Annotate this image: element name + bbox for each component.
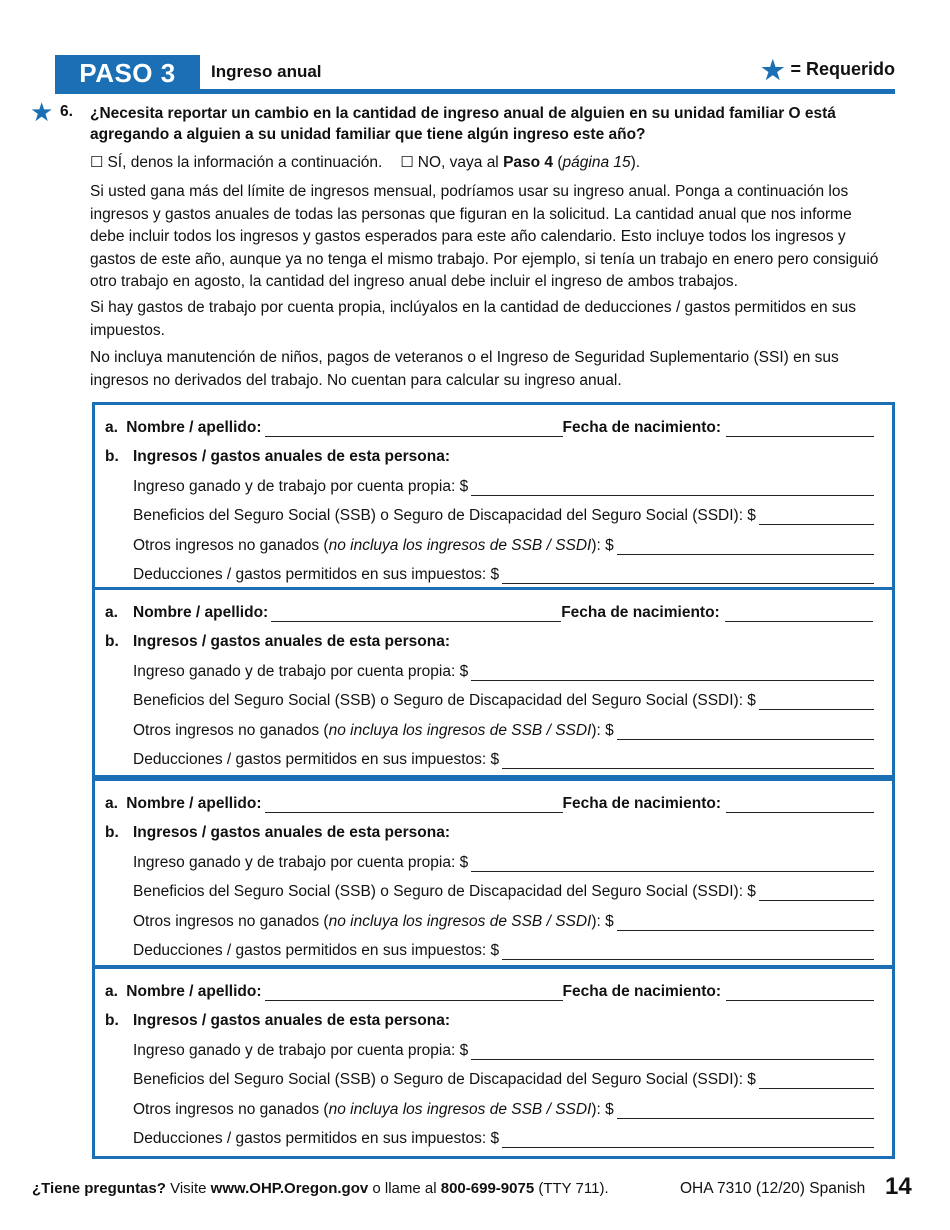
name-field[interactable] [265, 421, 563, 437]
other-income-label: Otros ingresos no ganados (no incluya los ingresos de SSB / SSDI): $ [133, 1101, 614, 1118]
header-rule [55, 89, 895, 94]
dob-field[interactable] [726, 985, 874, 1001]
other-income-label: Otros ingresos no ganados (no incluya los ingresos de SSB / SSDI): $ [133, 722, 614, 739]
deductions-field[interactable] [502, 944, 874, 960]
yes-checkbox[interactable]: ☐ [90, 154, 104, 171]
step-header [55, 55, 895, 95]
ssb-label: Beneficios del Seguro Social (SSB) o Seguro de Discapacidad del Seguro Social (SSDI): $ [133, 692, 756, 709]
instruction-paragraph: Si hay gastos de trabajo por cuenta propia, inclúyalos en la cantidad de deducciones / gastos permitidos en sus impuestos. [90, 299, 857, 339]
person-income-block: a. Nombre / apellido: Fecha de nacimiento: b. Ingresos / gastos anuales de esta persona: Ingreso ganado y de trabajo por cuenta propia: $ Beneficios del Seguro Social (SSB) o Seguro de Discapacidad del Seguro Social (SSDI): $ Otros ingresos no ganados (no incluya los ingresos de SSB / SSDI): $ Deducciones / gastos permitidos en sus impuestos: $ [92, 590, 895, 778]
footer-question: ¿Tiene preguntas? [32, 1180, 166, 1197]
section-title: Ingreso anual [211, 62, 322, 81]
step-badge: PASO 3 [55, 55, 200, 91]
ssb-field[interactable] [759, 509, 874, 525]
other-income-label: Otros ingresos no ganados (no incluya los ingresos de SSB / SSDI): $ [133, 913, 614, 930]
required-star-icon: ★ [761, 54, 785, 85]
person-income-block: a. Nombre / apellido: Fecha de nacimiento: b. Ingresos / gastos anuales de esta persona: Ingreso ganado y de trabajo por cuenta propia: $ Beneficios del Seguro Social (SSB) o Seguro de Discapacidad del Seguro Social (SSDI): $ Otros ingresos no ganados (no incluya los ingresos de SSB / SSDI): $ Deducciones / gastos permitidos en sus impuestos: $ [92, 778, 895, 968]
name-field[interactable] [265, 797, 563, 813]
income-heading: Ingresos / gastos anuales de esta persona: [133, 633, 451, 650]
deductions-label: Deducciones / gastos permitidos en sus impuestos: $ [133, 942, 500, 959]
other-income-label: Otros ingresos no ganados (no incluya los ingresos de SSB / SSDI): $ [133, 537, 614, 554]
instruction-paragraph: No incluya manutención de niños, pagos de veteranos o el Ingreso de Seguridad Suplementario (SSI) en sus ingresos no derivados del trabajo. No cuentan para calcular su ingreso anual. [90, 349, 839, 389]
other-income-field[interactable] [617, 1103, 874, 1119]
earned-income-label: Ingreso ganado y de trabajo por cuenta propia: $ [133, 663, 469, 680]
ssb-label: Beneficios del Seguro Social (SSB) o Seguro de Discapacidad del Seguro Social (SSDI): $ [133, 883, 756, 900]
website-link[interactable]: www.OHP.Oregon.gov [210, 1180, 369, 1197]
deductions-field[interactable] [502, 1132, 874, 1148]
yes-label: SÍ, denos la información a continuación. [107, 154, 383, 171]
income-heading: Ingresos / gastos anuales de esta persona: [133, 448, 451, 465]
answer-options [90, 153, 640, 172]
question-text: ¿Necesita reportar un cambio en la cantidad de ingreso anual de alguien en su unidad familiar O está agregando a alguien a su unidad familiar que tiene algún ingreso este año? [90, 105, 836, 143]
deductions-field[interactable] [502, 568, 874, 584]
income-heading: Ingresos / gastos anuales de esta persona: [133, 1012, 451, 1029]
income-heading: Ingresos / gastos anuales de esta persona: [133, 824, 451, 841]
no-option[interactable]: ☐ NO, vaya al Paso 4 (página 15). [400, 154, 641, 171]
dob-label: Fecha de nacimiento: [562, 983, 721, 1000]
required-star-icon: ★ [30, 97, 54, 127]
earned-income-label: Ingreso ganado y de trabajo por cuenta propia: $ [133, 854, 469, 871]
dob-field[interactable] [726, 421, 874, 437]
name-field[interactable] [265, 985, 563, 1001]
earned-income-field[interactable] [471, 856, 874, 872]
ssb-label: Beneficios del Seguro Social (SSB) o Seguro de Discapacidad del Seguro Social (SSDI): $ [133, 1071, 756, 1088]
dob-field[interactable] [726, 797, 874, 813]
page-number: 14 [885, 1173, 912, 1200]
required-legend [761, 54, 895, 85]
earned-income-label: Ingreso ganado y de trabajo por cuenta propia: $ [133, 478, 469, 495]
deductions-field[interactable] [502, 753, 874, 769]
deductions-label: Deducciones / gastos permitidos en sus impuestos: $ [133, 566, 500, 583]
name-label: Nombre / apellido: [126, 983, 262, 1000]
earned-income-field[interactable] [471, 665, 874, 681]
name-field[interactable] [271, 606, 561, 622]
dob-label: Fecha de nacimiento: [562, 419, 721, 436]
person-income-block: a. Nombre / apellido: Fecha de nacimiento: b. Ingresos / gastos anuales de esta persona: Ingreso ganado y de trabajo por cuenta propia: $ Beneficios del Seguro Social (SSB) o Seguro de Discapacidad del Seguro Social (SSDI): $ Otros ingresos no ganados (no incluya los ingresos de SSB / SSDI): $ Deducciones / gastos permitidos en sus impuestos: $ [92, 966, 895, 1159]
no-step-ref: Paso 4 [503, 154, 554, 171]
earned-income-label: Ingreso ganado y de trabajo por cuenta propia: $ [133, 1042, 469, 1059]
earned-income-field[interactable] [471, 1044, 874, 1060]
other-income-field[interactable] [617, 724, 874, 740]
footer-help: ¿Tiene preguntas? Visite www.OHP.Oregon.gov o llame al 800-699-9075 (TTY 711). [32, 1180, 609, 1197]
phone-number[interactable]: 800-699-9075 [440, 1180, 535, 1197]
form-id: OHA 7310 (12/20) Spanish [680, 1180, 866, 1197]
name-label: Nombre / apellido: [133, 604, 269, 621]
ssb-field[interactable] [759, 694, 874, 710]
ssb-label: Beneficios del Seguro Social (SSB) o Seguro de Discapacidad del Seguro Social (SSDI): $ [133, 507, 756, 524]
required-label: = Requerido [790, 59, 895, 79]
instruction-paragraph: Si usted gana más del límite de ingresos mensual, podríamos usar su ingreso anual. Ponga a continuación los ingresos y gastos anuales de todas las personas que figuran en la solicitud. La cantidad anual que nos informe debe incluir todos los ingresos y gastos esperados para este año calendario. Esto incluye todos los ingresos y gastos de este año, aunque ya no tenga el mismo trabajo. Por ejemplo, si tenía un trabajo en enero pero consiguió otro trabajo en agosto, la cantidad del ingreso anual debe incluir el ingreso de ambos trabajos. [90, 183, 879, 290]
no-checkbox[interactable]: ☐ [400, 154, 414, 171]
dob-label: Fecha de nacimiento: [562, 795, 721, 812]
name-label: Nombre / apellido: [126, 795, 262, 812]
other-income-field[interactable] [617, 915, 874, 931]
question-number: 6. [60, 103, 73, 120]
earned-income-field[interactable] [471, 480, 874, 496]
ssb-field[interactable] [759, 1073, 874, 1089]
deductions-label: Deducciones / gastos permitidos en sus impuestos: $ [133, 1130, 500, 1147]
ssb-field[interactable] [759, 885, 874, 901]
no-label: NO, vaya al [417, 154, 504, 171]
name-label: Nombre / apellido: [126, 419, 262, 436]
person-income-block: a. Nombre / apellido: Fecha de nacimiento: b. Ingresos / gastos anuales de esta persona: Ingreso ganado y de trabajo por cuenta propia: $ Beneficios del Seguro Social (SSB) o Seguro de Discapacidad del Seguro Social (SSDI): $ Otros ingresos no ganados (no incluya los ingresos de SSB / SSDI): $ Deducciones / gastos permitidos en sus impuestos: $ [92, 402, 895, 590]
deductions-label: Deducciones / gastos permitidos en sus impuestos: $ [133, 751, 500, 768]
no-page-ref: página 15 [562, 154, 631, 171]
yes-option[interactable] [90, 153, 382, 172]
other-income-field[interactable] [617, 539, 874, 555]
dob-label: Fecha de nacimiento: [561, 604, 720, 621]
dob-field[interactable] [725, 606, 873, 622]
